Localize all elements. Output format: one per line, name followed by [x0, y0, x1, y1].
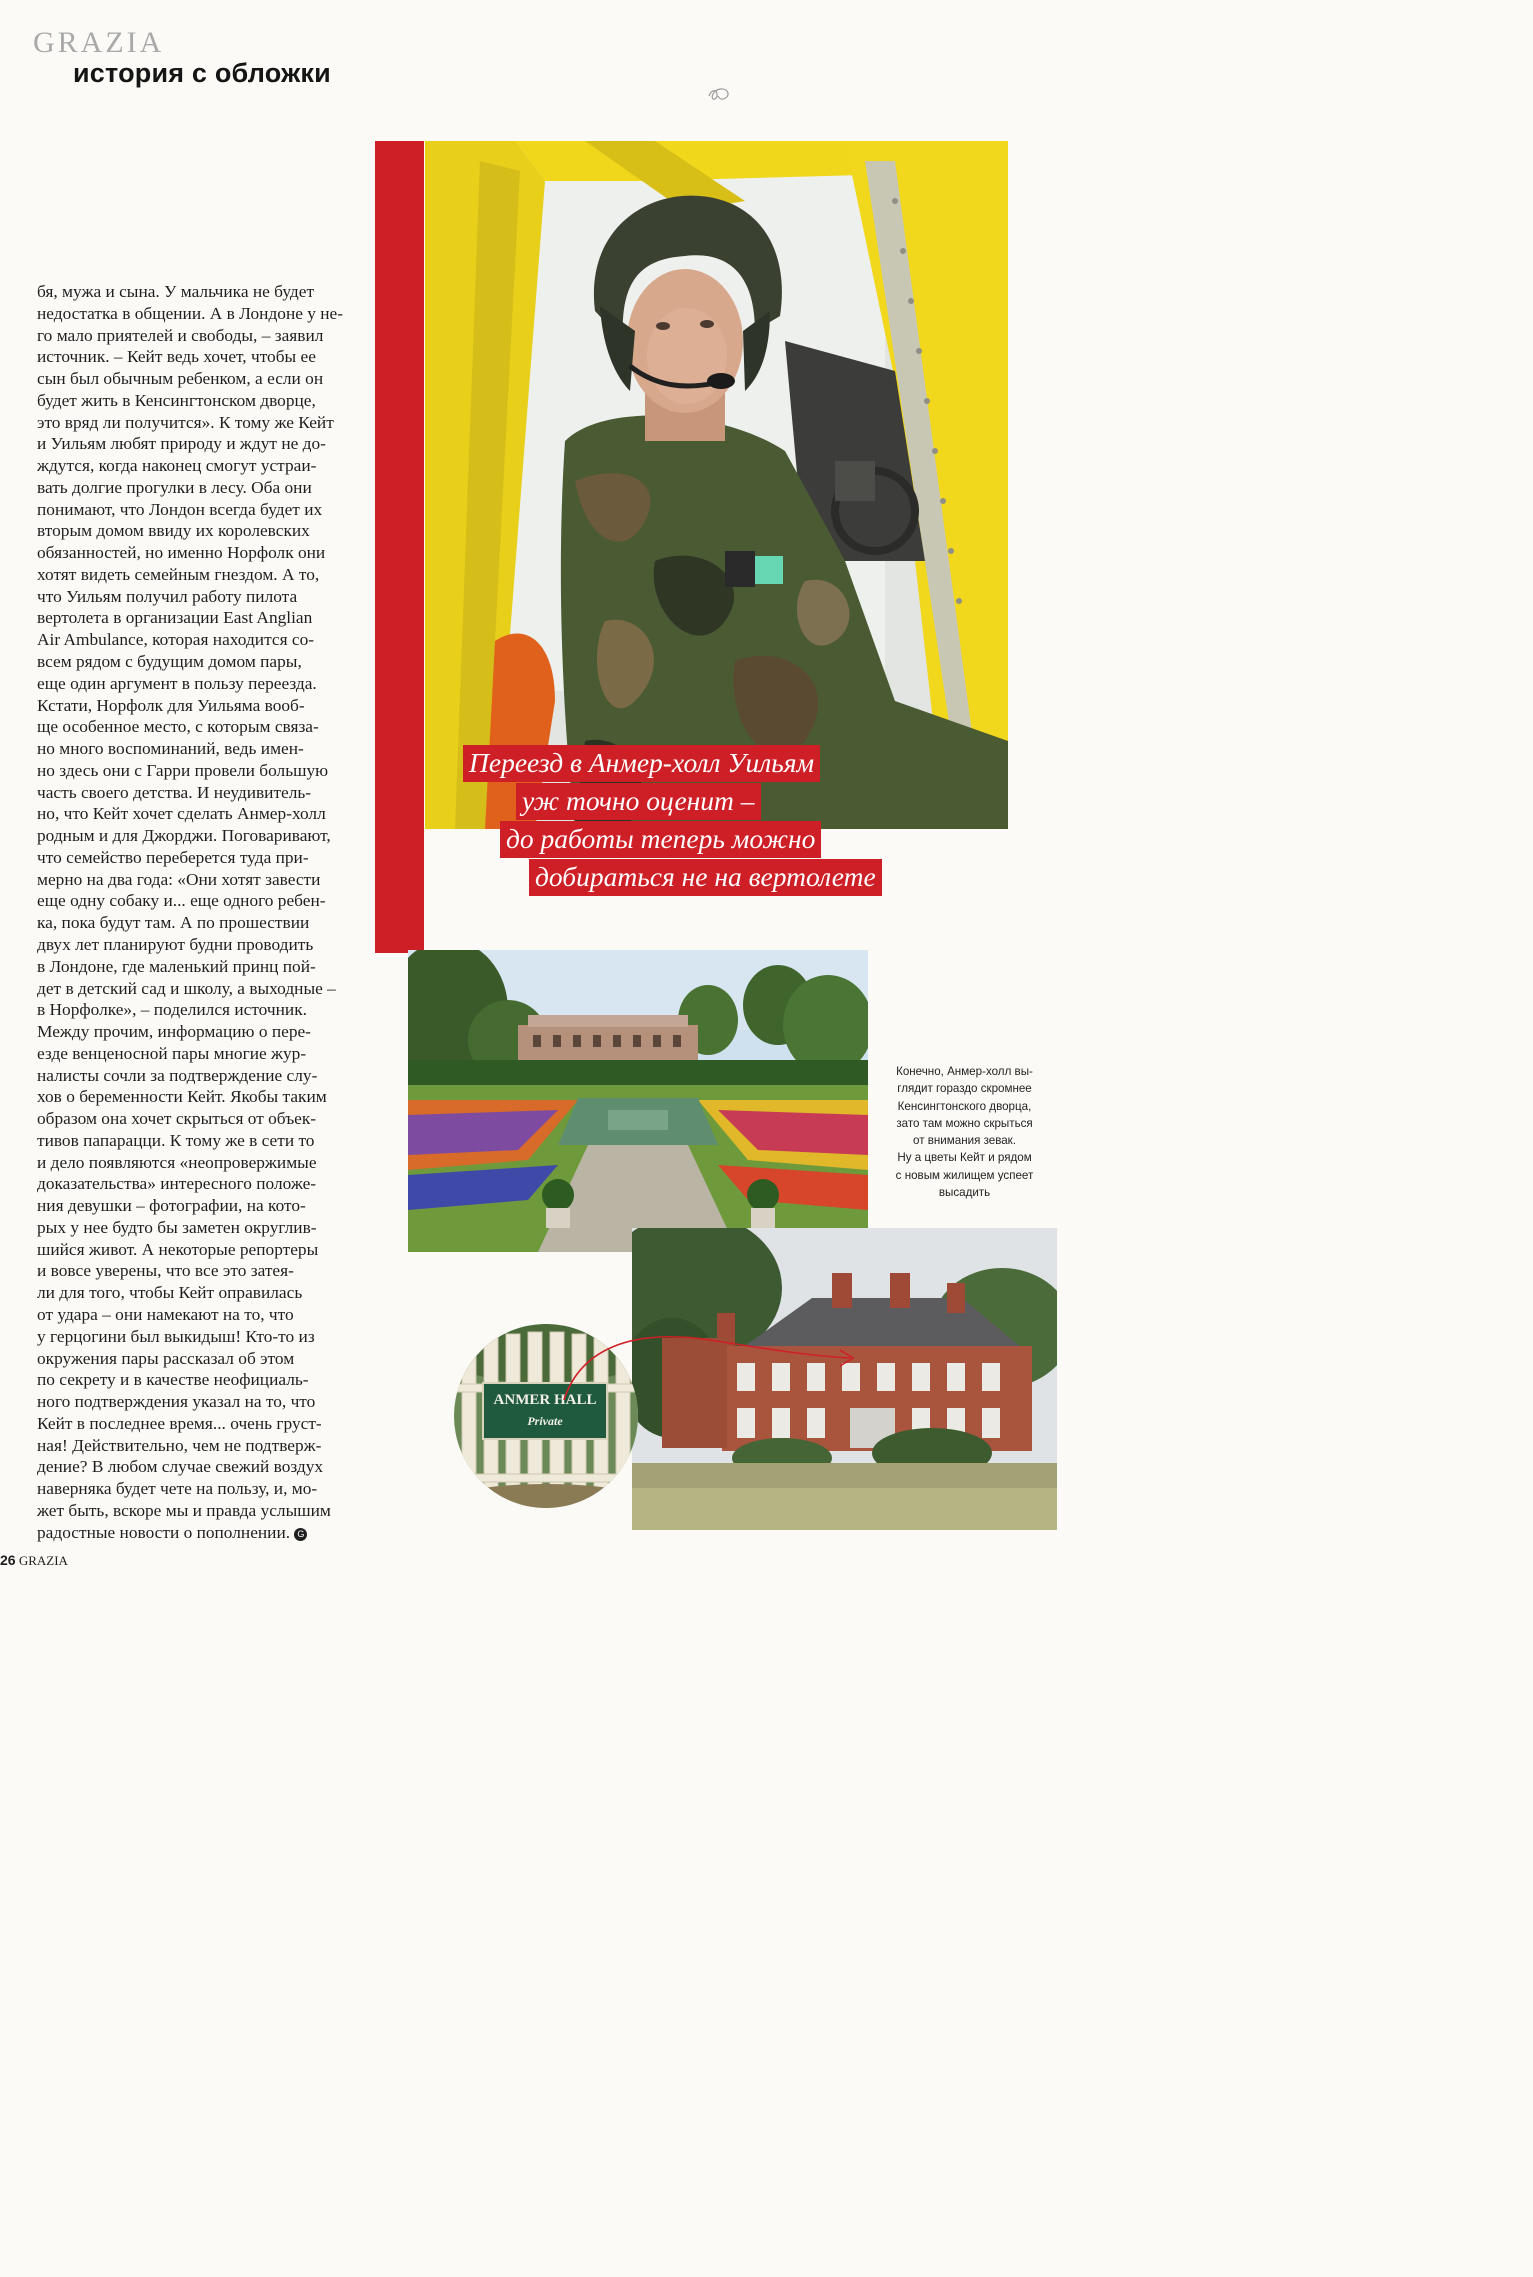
caption-line: с новым жилищем успеет	[895, 1168, 1034, 1182]
article-line: ка, пока будут там. А по прошествии	[37, 913, 310, 933]
pull-quote-line: до работы теперь можно	[500, 821, 821, 858]
article-line: сын был обычным ребенком, а если он	[37, 369, 324, 389]
article-line: вать долгие прогулки в лесу. Оба они	[37, 477, 312, 497]
caption-line: Конечно, Анмер-холл вы-	[896, 1065, 1033, 1078]
sign-title: ANMER HALL	[493, 1392, 597, 1408]
article-line: ще особенное место, с которым связа-	[37, 717, 319, 737]
article-line: радостные новости о пополнении.	[37, 1522, 291, 1542]
article-line: го мало приятелей и свободы, – заявил	[37, 325, 324, 345]
article-line: наверняка будет чете на пользу, и, мо-	[37, 1479, 318, 1499]
article-line: но много воспоминаний, ведь имен-	[37, 739, 304, 759]
photo-caption	[872, 1063, 1057, 1201]
article-line: мерно на два года: «Они хотят завести	[37, 869, 321, 889]
article-line: и дело появляются «неопровержимые	[37, 1152, 317, 1172]
folio-brand: GRAZIA	[18, 1553, 68, 1568]
article-line: источник. – Кейт ведь хочет, чтобы ее	[37, 347, 316, 367]
article-line: ния девушки – фотографии, на кото-	[37, 1196, 306, 1216]
article-line: родным и для Джорджи. Поговаривают,	[37, 826, 331, 846]
article-body	[37, 281, 397, 1543]
article-line: дение? В любом случае свежий воздух	[37, 1457, 324, 1477]
article-line: жет быть, вскоре мы и правда услышим	[37, 1500, 331, 1520]
article-line: но, что Кейт хочет сделать Анмер-холл	[37, 804, 326, 824]
article-line: хотят видеть семейным гнездом. А то,	[37, 564, 320, 584]
article-line: по секрету и в качестве неофициаль-	[37, 1370, 309, 1390]
article-line: недостатка в общении. А в Лондоне у не-	[37, 303, 344, 323]
article-line: Кейт в последнее время... очень груст-	[37, 1413, 322, 1433]
caption-line: от внимания зевак.	[913, 1134, 1016, 1148]
article-line: в Норфолке», – поделился источник.	[37, 1000, 307, 1020]
article-line: в Лондоне, где маленький принц пой-	[37, 956, 316, 976]
article-line: шийся живот. А некоторые репортеры	[37, 1239, 319, 1259]
article-line: бя, мужа и сына. У мальчика не будет	[37, 282, 315, 301]
pull-quote-line: добираться не на вертолете	[529, 859, 882, 896]
article-line: вертолета в организации East Anglian	[37, 608, 313, 628]
kensington-garden-photo	[408, 950, 868, 1252]
article-line: ного подтверждения указал на то, что	[37, 1392, 316, 1412]
article-line: тивов папарацци. К тому же в сети то	[37, 1130, 315, 1150]
article-line: езде венценосной пары многие жур-	[37, 1043, 307, 1063]
article-line: ная! Действительно, чем не подтверж-	[37, 1435, 322, 1455]
article-line: Кстати, Норфолк для Уильяма вооб-	[37, 695, 305, 715]
article-line: дет в детский сад и школу, а выходные –	[37, 978, 336, 998]
article-line: ли для того, чтобы Кейт оправилась	[37, 1283, 303, 1303]
article-line: Между прочим, информацию о пере-	[37, 1022, 311, 1042]
article-line: Air Ambulance, которая находится со-	[37, 630, 315, 650]
article-line: от удара – они намекают на то, что	[37, 1304, 294, 1324]
helicopter-cockpit-photo	[425, 141, 1008, 829]
article-line: вторым домом ввиду их королевских	[37, 521, 310, 541]
page-number: 26	[0, 1552, 16, 1568]
caption-line: глядит гораздо скромнее	[897, 1082, 1032, 1096]
arrow-to-house	[560, 1300, 870, 1410]
article-line: будет жить в Кенсингтонском дворце,	[37, 390, 316, 410]
end-mark-icon: G	[294, 1528, 307, 1541]
article-line: ждутся, когда наконец смогут устраи-	[37, 456, 317, 476]
page-folio	[0, 1552, 68, 1569]
section-title: история с обложки	[73, 58, 331, 88]
caption-line: Ну а цветы Кейт и рядом	[897, 1151, 1032, 1165]
article-line: окружения пары рассказал об этом	[37, 1348, 295, 1368]
article-line: еще одну собаку и... еще одного ребен-	[37, 891, 326, 911]
magazine-brand: GRAZIA	[33, 26, 165, 59]
pull-quote	[455, 745, 1015, 897]
pull-quote-line: Переезд в Анмер-холл Уильям	[463, 745, 820, 782]
article-line: это вряд ли получится». К тому же Кейт	[37, 412, 334, 432]
article-line: но здесь они с Гарри провели большую	[37, 760, 329, 780]
article-line: еще один аргумент в пользу переезда.	[37, 673, 317, 693]
article-line: и вовсе уверены, что все это затея-	[37, 1261, 294, 1281]
article-line: что Уильям получил работу пилота	[37, 586, 298, 606]
article-line-last	[37, 1522, 397, 1544]
article-line: у герцогини был выкидыш! Кто-то из	[37, 1326, 315, 1346]
article-line: обязанностей, но именно Норфолк они	[37, 543, 326, 563]
article-line: часть своего детства. И неудивитель-	[37, 782, 312, 802]
scribble-mark	[706, 84, 732, 106]
article-line: налисты сочли за подтверждение слу-	[37, 1065, 318, 1085]
article-line: хов о беременности Кейт. Якобы таким	[37, 1087, 327, 1107]
article-line: и Уильям любят природу и ждут не до-	[37, 434, 326, 454]
article-line: двух лет планируют будни проводить	[37, 934, 314, 954]
article-line: всем рядом с будущим домом пары,	[37, 652, 302, 672]
article-line: доказательства» интересного положе-	[37, 1174, 317, 1194]
sign-subtitle: Private	[527, 1414, 563, 1428]
caption-line: высадить	[938, 1186, 991, 1200]
article-line: что семейство переберется туда при-	[37, 847, 309, 867]
caption-line: зато там можно скрыться	[896, 1116, 1033, 1130]
article-line: понимают, что Лондон всегда будет их	[37, 499, 323, 519]
caption-line: Кенсингтонского дворца,	[897, 1099, 1032, 1113]
article-line: рых у нее будто бы заметен округлив-	[37, 1217, 317, 1237]
pull-quote-line: уж точно оценит –	[516, 783, 761, 820]
article-line: образом она хочет скрыться от объек-	[37, 1109, 317, 1129]
